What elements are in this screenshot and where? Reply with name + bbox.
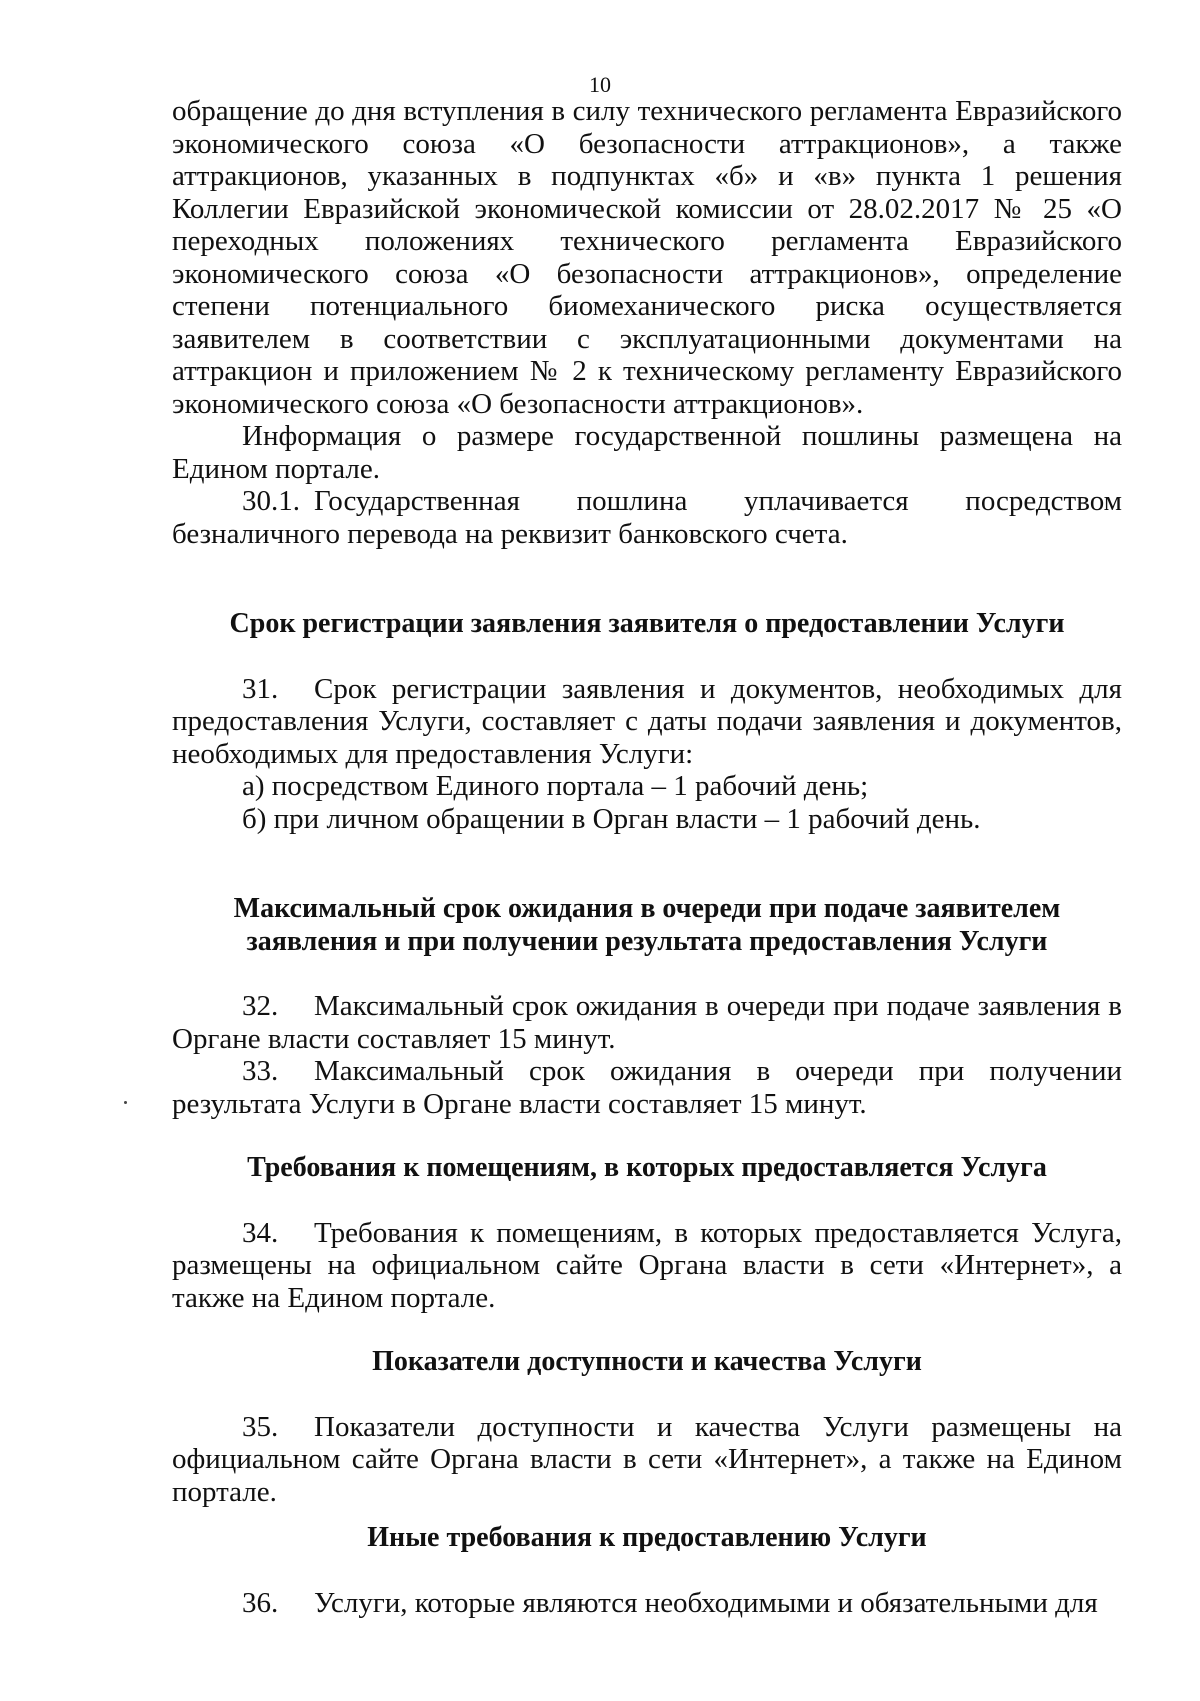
scan-speck xyxy=(124,1101,127,1104)
item-text: Срок регистрации заявления и документов, необходимых для предоставления Услуги, составляет с даты подачи заявления и документов, необходимых для предоставления Услуги: xyxy=(172,672,1122,770)
item-text: Услуги, которые являются необходимыми и обязательными для xyxy=(314,1586,1098,1619)
heading-line-1: Максимальный срок ожидания в очереди при подаче заявителем xyxy=(233,893,1061,924)
item-number: 36. xyxy=(242,1586,279,1619)
paragraph-32 xyxy=(172,990,1122,1055)
item-number: 34. xyxy=(242,1216,279,1249)
item-text: Максимальный срок ожидания в очереди при подаче заявления в Органе власти составляет 15 минут. xyxy=(172,990,1122,1055)
page-number: 10 xyxy=(589,72,611,97)
paragraph-34 xyxy=(172,1217,1122,1315)
section-heading-other-requirements: Иные требования к предоставлению Услуги xyxy=(367,1522,927,1553)
document-body xyxy=(172,95,1122,1619)
paragraph-fee-info: Информация о размере государственной пошлины размещена на Едином портале. xyxy=(172,420,1122,485)
heading-line-2: заявления и при получении результата предоставления Услуги xyxy=(246,925,1048,957)
paragraph-30-1 xyxy=(172,485,1122,550)
paragraph-33 xyxy=(172,1055,1122,1120)
item-text: Требования к помещениям, в которых предоставляется Услуга, размещены на официальном сайте Органа власти в сети «Интернет», а также на Едином портале. xyxy=(172,1216,1122,1314)
subitem-a: а) посредством Единого портала – 1 рабочий день; xyxy=(242,770,869,802)
paragraph-31 xyxy=(172,673,1122,771)
paragraph-35 xyxy=(172,1411,1122,1509)
item-text: Государственная пошлина уплачивается посредством безналичного перевода на реквизит банковского счета. xyxy=(172,485,1122,550)
item-text: Максимальный срок ожидания в очереди при получении результата Услуги в Органе власти составляет 15 минут. xyxy=(172,1055,1122,1120)
subitem-b: б) при личном обращении в Орган власти – 1 рабочий день. xyxy=(242,802,981,835)
item-text: Показатели доступности и качества Услуги размещены на официальном сайте Органа власти в сети «Интернет», а также на Едином портале. xyxy=(172,1410,1122,1508)
item-number: 30.1. xyxy=(242,485,300,517)
paragraph-36 xyxy=(172,1587,1122,1620)
section-heading-queue xyxy=(172,893,1122,958)
section-heading-premises: Требования к помещениям, в которых предоставляется Услуга xyxy=(247,1152,1047,1183)
item-number: 35. xyxy=(242,1410,279,1443)
item-number: 32. xyxy=(242,990,279,1022)
paragraph-continuation: обращение до дня вступления в силу технического регламента Евразийского экономического союза «О безопасности аттракционов», а также аттракционов, указанных в подпунктах «б» и «в» пункта 1 решения Коллегии Евразийской экономической комиссии от 28.02.2017 № 25 «О переходных положениях технического регламента Евразийского экономического союза «О безопасности аттракционов», определение степени потенциального биомеханического риска осуществляется заявителем в соответствии с эксплуатационными документами на аттракцион и приложением № 2 к техническому регламенту Евразийского экономического союза «О безопасности аттракционов». xyxy=(172,95,1122,420)
section-heading-registration: Срок регистрации заявления заявителя о предоставлении Услуги xyxy=(229,608,1065,639)
item-number: 33. xyxy=(242,1055,279,1087)
item-number: 31. xyxy=(242,672,279,705)
section-heading-quality: Показатели доступности и качества Услуги xyxy=(372,1346,922,1377)
